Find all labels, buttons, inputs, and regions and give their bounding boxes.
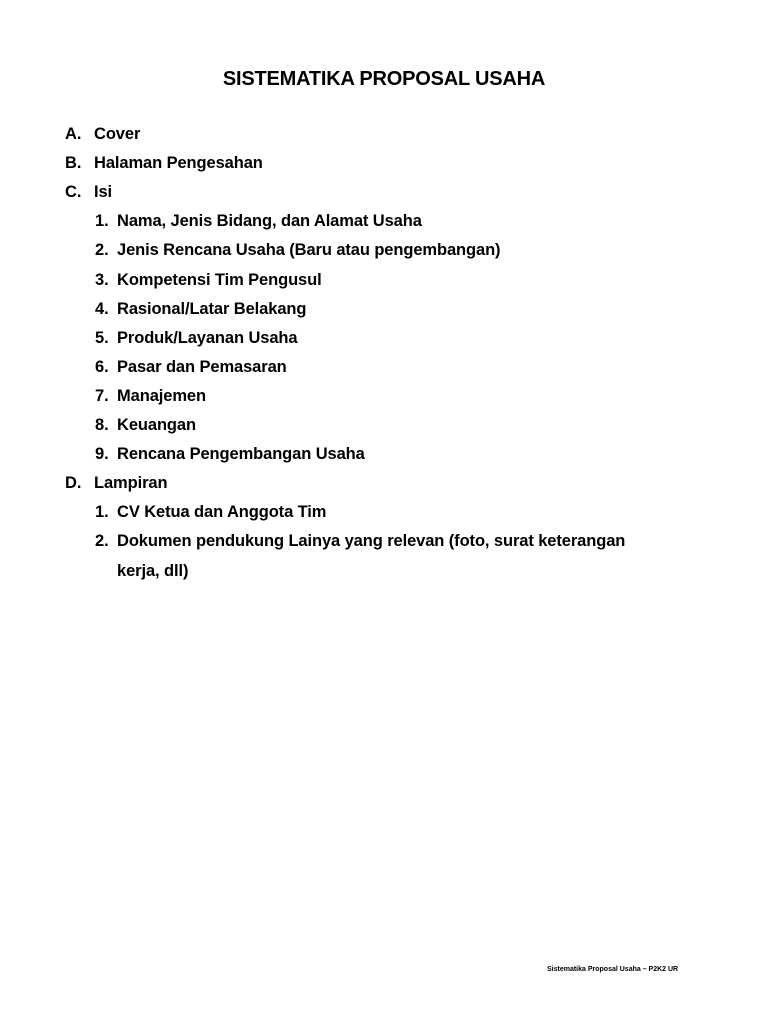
list-text: Kompetensi Tim Pengusul	[117, 270, 322, 289]
list-marker: 8.	[95, 416, 109, 434]
list-text: Keuangan	[117, 416, 196, 434]
list-marker: 5.	[95, 328, 109, 347]
list-text: Jenis Rencana Usaha (Baru atau pengembangan)	[117, 241, 501, 260]
list-text: Manajemen	[117, 386, 206, 405]
list-marker: C.	[65, 183, 82, 202]
page-footer: Sistematika Proposal Usaha – P2K2 UR	[547, 966, 679, 973]
list-text: Produk/Layanan Usaha	[117, 328, 298, 347]
list-marker: 7.	[95, 386, 109, 405]
list-marker: 2.	[95, 241, 109, 260]
list-marker: 3.	[95, 270, 109, 289]
list-text: Dokumen pendukung Lainya yang relevan (foto, surat keterangan	[117, 532, 626, 551]
list-text: Pasar dan Pemasaran	[117, 357, 287, 376]
list-text: Lampiran	[94, 474, 168, 493]
list-text: Rasional/Latar Belakang	[117, 299, 307, 318]
list-marker: 2.	[95, 532, 109, 551]
list-text: Nama, Jenis Bidang, dan Alamat Usaha	[117, 212, 422, 231]
list-text: Isi	[94, 183, 113, 202]
list-marker: D.	[65, 474, 82, 493]
list-marker: 9.	[95, 445, 109, 464]
list-marker: A.	[65, 125, 82, 143]
list-marker: 4.	[95, 299, 109, 318]
list-text: Cover	[94, 125, 141, 143]
list-text: CV Ketua dan Anggota Tim	[117, 503, 327, 522]
list-text: Rencana Pengembangan Usaha	[117, 445, 365, 464]
list-text: Halaman Pengesahan	[94, 154, 263, 173]
list-marker: 6.	[95, 357, 109, 376]
list-marker: 1.	[95, 503, 109, 522]
list-marker: B.	[65, 154, 82, 173]
list-marker: 1.	[95, 212, 109, 231]
page-title: SISTEMATIKA PROPOSAL USAHA	[222, 68, 546, 90]
list-text: kerja, dll)	[117, 561, 189, 580]
